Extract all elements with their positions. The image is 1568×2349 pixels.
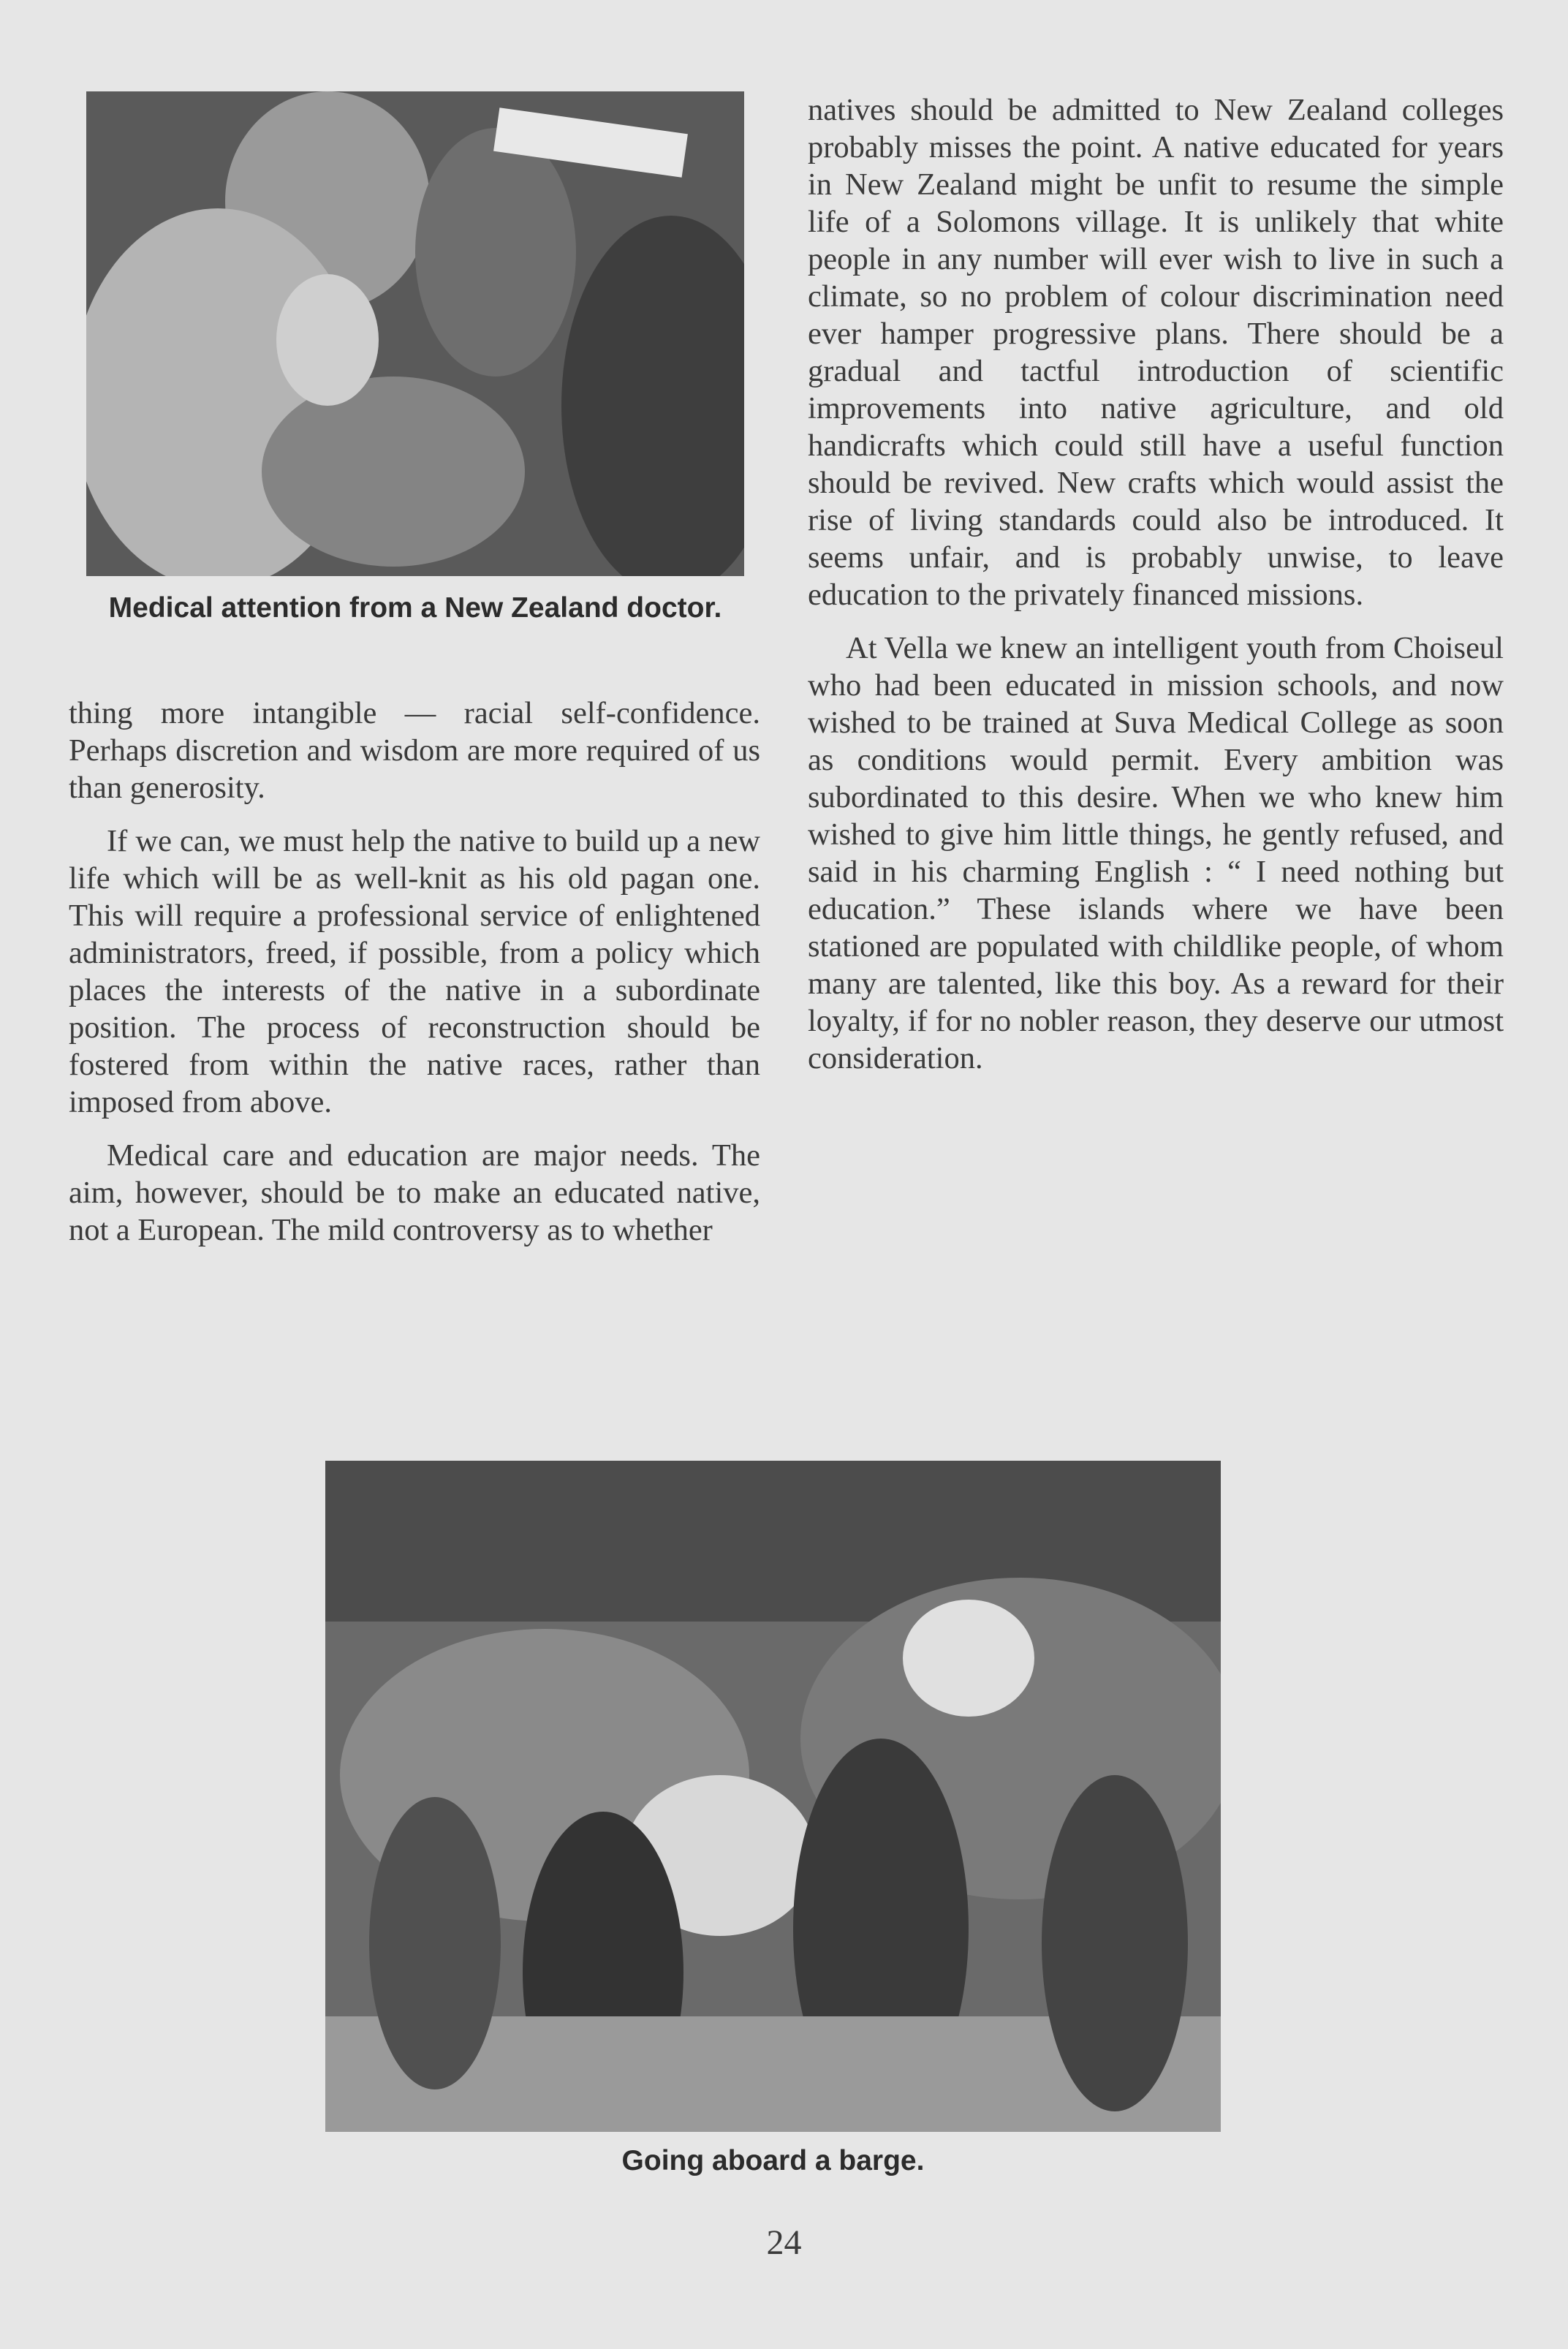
left-paragraph-2: If we can, we must help the native to build up a new life which will be as well-knit as his old pagan one. This will require a professional service of enlightened administrators, freed, if possible, from a policy which places the interests of the native in a subordinate position. The process of reconstruction should be fostered from within the native races, rather than imposed from above.: [69, 824, 760, 1119]
photo-barge: [325, 1461, 1221, 2132]
photo-medical-attention-caption: Medical attention from a New Zealand doctor.: [108, 592, 722, 624]
left-paragraph-1: thing more intangible — racial self-confidence. Perhaps discretion and wisdom are more required of us than generosity.: [69, 696, 760, 805]
right-paragraph-1: natives should be admitted to New Zealand colleges probably misses the point. A native educated for years in New Zealand might be unfit to resume the simple life of a Solomons village. It is unlikely that white people in any number will ever wish to live in such a climate, so no problem of colour discrimination need ever hamper progressive plans. There should be a gradual and tactful introduction of scientific improvements into native agriculture, and old handicrafts which could still have a useful function should be revived. New crafts which would assist the rise of living standards could also be introduced. It seems unfair, and is probably unwise, to leave education to the privately financed missions.: [808, 93, 1504, 612]
right-column: [808, 91, 1504, 1093]
page-number: 24: [766, 2223, 802, 2262]
photo-barge-caption: Going aboard a barge.: [621, 2145, 925, 2176]
photo-medical-attention: [86, 91, 744, 576]
right-paragraph-2: At Vella we knew an intelligent youth from Choiseul who had been educated in mission schools, and now wished to be trained at Suva Medical College as soon as conditions would permit. Every ambition was subordinated to this desire. When we who knew him wished to give him little things, he gently refused, and said in his charming English : “ I need nothing but education.” These islands where we have been stationed are populated with childlike people, of whom many are talented, like this boy. As a reward for their loyalty, if for no nobler reason, they deserve our utmost consideration.: [808, 631, 1504, 1075]
left-column: [69, 695, 760, 1265]
photo-barge-image: [325, 1461, 1221, 2132]
left-paragraph-3: Medical care and education are major needs. The aim, however, should be to make an educated native, not a European. The mild controversy as to whether: [69, 1138, 760, 1247]
photo-medical-attention-image: [86, 91, 744, 576]
